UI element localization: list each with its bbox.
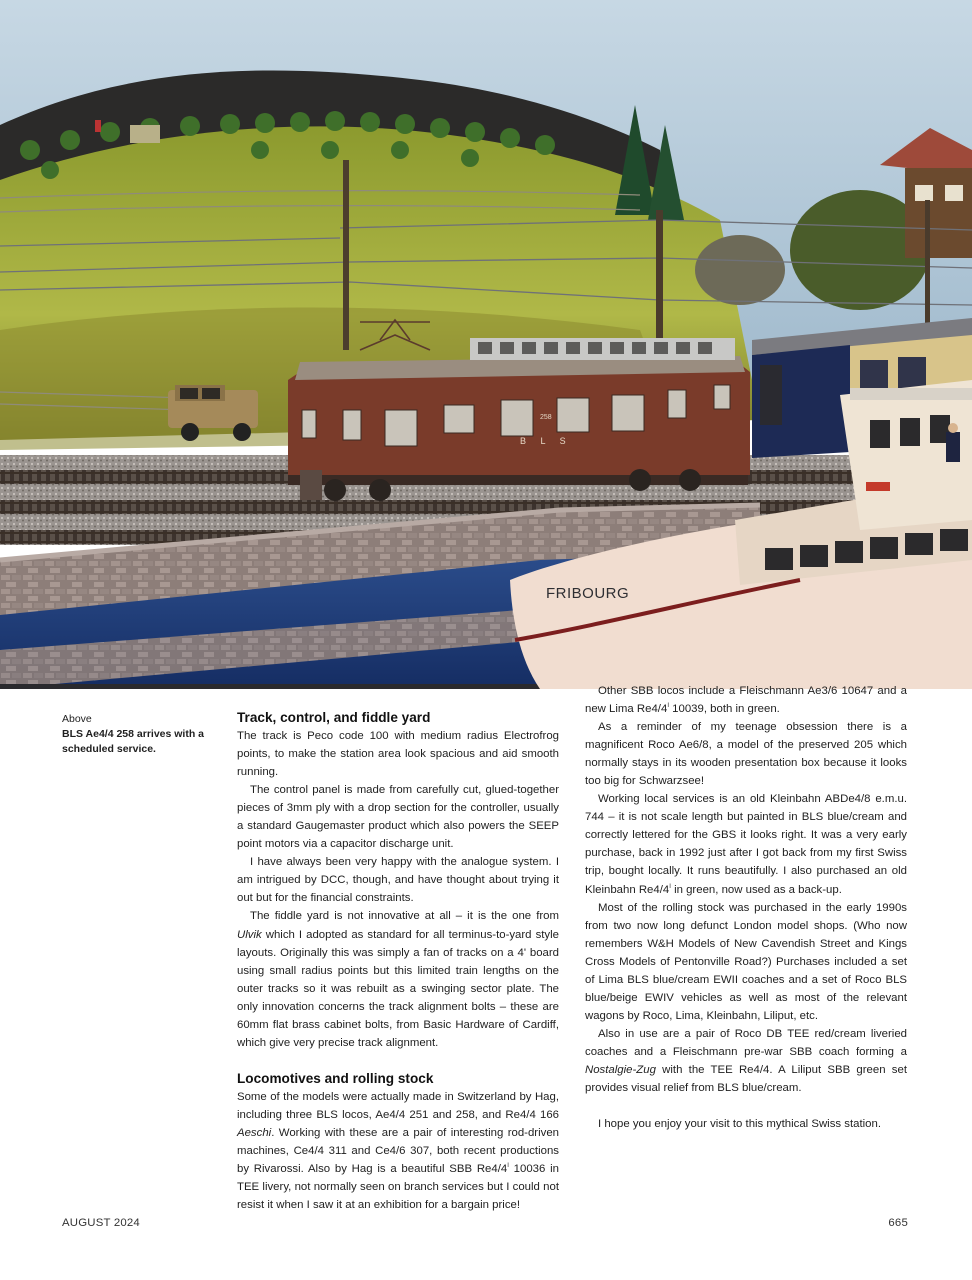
paragraph: Also in use are a pair of Roco DB TEE red/cream liveried coaches and a Fleischmann pre-war SBB coach forming a Nostalgie-Zug with the TEE Re4/4. A Liliput SBB green set provides visual relief from BLS blue/cream. [585,1027,907,1095]
loco-letters: B L S [520,436,572,446]
paragraph: The control panel is made from carefully cut, glued-together pieces of 3mm ply with a drop section for the controller, usually a standard Gaugemaster product which also powers the SEEP point motors via a capacitor discharge unit. [237,784,559,851]
footer-issue: AUGUST 2024 [62,1217,140,1229]
paragraph: The track is Peco code 100 with medium radius Electrofrog points, to make the station area look spacious and aid smooth running. [237,730,559,779]
caption-text: BLS Ae4/4 258 arrives with a scheduled service. [62,728,205,755]
article-column-2 [585,685,907,1133]
paragraph-closing: I hope you enjoy your visit to this mythical Swiss station. [598,1118,881,1131]
section-heading-locomotives: Locomotives and rolling stock [237,1070,434,1086]
paragraph: As a reminder of my teenage obsession there is a magnificent Roco Ae6/8, a model of the preserved 205 which normally stays in its wooden presentation box because it looks too big for Schwarzsee! [585,721,907,788]
loco-number: 258 [540,414,552,421]
paragraph: The fiddle yard is not innovative at all – it is the one from Ulvik which I adopted as standard for all terminus-to-yard style layouts. Originally this was simply a fan of tracks on a 4' board using small radius points but this limited train lengths on the outer tracks so it was rebuilt as a swinging sector plate. The only innovation concerns the track alignment bolts – these are 60mm flat brass cabinet bolts, from Basic Hardware of Cardiff, which give very precise track alignment. [237,910,559,1049]
boat-name: FRIBOURG [546,585,630,602]
paragraph: Most of the rolling stock was purchased in the early 1990s from two now long defunct London model shops. (Who now remembers W&H Models of New Cavendish Street and Kings Cross Models of Pentonville Road?) Purchases included a set of Lima BLS blue/cream EWII coaches and a set of Roco BLS blue/beige EWIV vehicles as well as most of the relevant wagons by Roco, Lima, Kleinbahn, Liliput, etc. [585,901,907,1022]
paragraph: Working local services is an old Kleinbahn ABDe4/8 e.m.u. 744 – it is not scale length but painted in BLS blue/cream and correctly lettered for the GBS it looks right. It was a very early purchase, back in 1992 just after I got back from my first Swiss trip, bought locally. It runs beautifully. I also purchased an old Kleinbahn $Re4/4^I$ in green, now used as a back-up. [585,793,907,896]
photo-caption [62,712,212,757]
section-heading-track: Track, control, and fiddle yard [237,710,431,725]
paragraph: Some of the models were actually made in Switzerland by Hag, including three BLS locos, Ae4/4 251 and 258, and Re4/4 166 Aeschi. Working with these are a pair of interesting rod-driven machines, Ce4/4 311 and Ce4/6 307, both recent productions by Rivarossi. Also by Hag is a beautiful SBB $Re4/4^I$ 10036 in TEE livery, not normally seen on branch services but I could not resist it when I saw it at an exhibition for a bargain price! [237,1090,559,1212]
paragraph: I have always been very happy with the analogue system. I am intrigued by DCC, though, and have thought about trying it out but for the financial constraints. [237,856,559,905]
paragraph: Other SBB locos include a Fleischmann Ae3/6 10647 and a new Lima $Re4/4^I$ 10039, both in green. [585,685,907,716]
footer-page-number: 665 [888,1217,908,1229]
caption-label: Above [62,713,92,725]
article-column-1 [237,709,559,1214]
